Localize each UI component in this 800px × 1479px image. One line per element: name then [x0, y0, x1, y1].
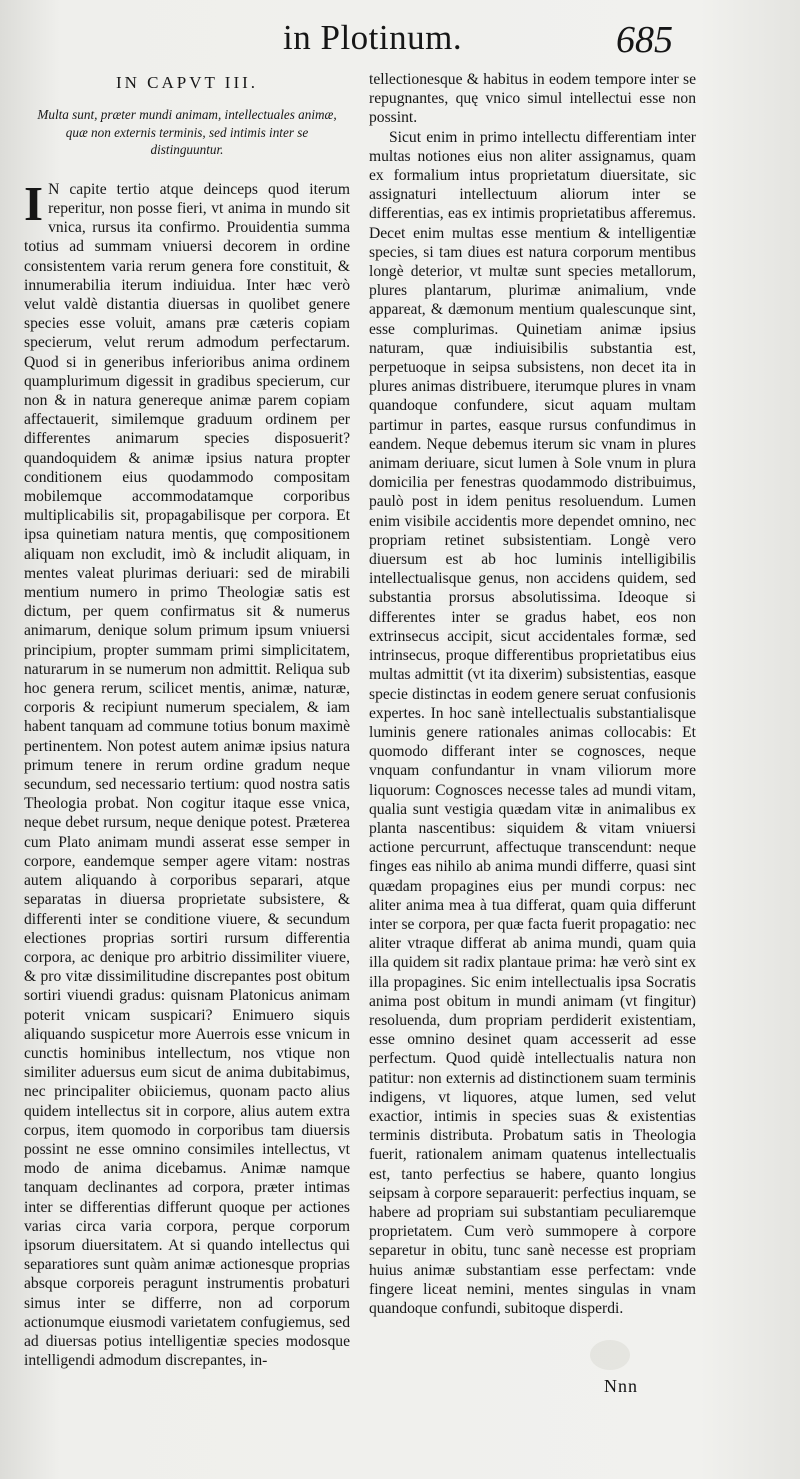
- page-number: 685: [616, 19, 673, 61]
- drop-cap: I: [24, 175, 44, 231]
- ink-stain: [590, 1340, 630, 1370]
- right-column: [369, 70, 696, 1318]
- continuation-text: tellectionesque & habitus in eodem tempore inter se repugnantes, quę vnico simul intellectui esse non possint.: [369, 71, 696, 127]
- running-title: in Plotinum.: [283, 18, 463, 57]
- chapter-summary: Multa sunt, præter mundi animam, intellectuales animæ, quæ non externis terminis, sed intimis inter se distinguuntur.: [37, 107, 337, 158]
- paragraph-text: Sicut enim in primo intellectu differentiam inter multas notiones eius non aliter assignamus, quam ex formalium intus proprietatum diuersitate, sic assignaturi intellectuum aliorum inter se differentias, eas ex intimis proprietatibus afferemus. Decet enim multas esse mentium & intelligentiæ species, si tam diues est natura corporum mentibus longè deterior, vt multæ sunt species metallorum, plures plantarum, plurimæ animalium, vnde appareat, & dæmonum mentium qualescunque sint, esse complurimas. Quinetiam animæ ipsius naturam, quæ indiuisibilis substantia est, perpetuoque in seipsa subsistens, non decet ita in plures animas distribuere, iterumque plures in vnam quandoque confundere, sicut aquam multam partimur in partes, easque rursus confundimus in eandem. Neque debemus iterum sic vnam in plures animam deriuare, sicut lumen à Sole vnum in plura domicilia per fenestras quodammodo distribuimus, paulò post in idem penitus resoluendum. Lumen enim visibile accidentis more dependet omnino, nec propriam retinet subsistentiam. Longè vero diuersum est ab hoc luminis intelligibilis intellectualisque genus, non accidens quidem, sed substantia prorsus absolutissima. Ideoque si differentes inter se gradus habet, eos non extrinsecus accipit, sicut accidentales formæ, sed intrinsecus, proque differentibus proprietatibus eius multas admittit (vt ita dixerim) subsistentias, easque specie distinctas in eodem genere seruat confusionis expertes. In hoc sanè intellectualis substantialisque luminis genere rationales animas collocabis: Et quomodo differant inter se cognosces, neque vnquam confundantur in vnam viliorum more liquorum: Cognosces necesse tales ad mundi vitam, qualia sunt vestigia quædam vitæ in animalibus ex planta nascentibus: siquidem & vitam vniuersi actione percurrunt, affectuque transcendunt: neque finges eas nihilo ab anima mundi differre, quasi sint quædam propagines eius per mundi corpus: nec aliter anima mea à tua differat, quam quia differunt inter se corpora, per quæ facta fuerit propagatio: nec aliter vtraque differat ab anima mundi, quam quia illa quidem sit radix plantaue prima: hæ verò sint ex illa propagines. Sic enim intellectualis ipsa Socratis anima post obitum in mundi animam (vt fingitur) resoluenda, dum propriam perdiderit existentiam, esse omnino desinet quam accesserit ad esse perfectum. Quod quidè intellectualis natura non patitur: non externis ad distinctionem suam terminis indigens, vt liquores, atque lumen, sed velut exactior, intimis in species suas & existentias terminis distributa. Probatum satis in Theologia fuerit, rationalem animam quatenus intellectualis est, tanto perfectius se habere, quanto longius seipsam à corpore separauerit: perfectius inquam, se habere ad propriam sui substantiam peculiaremque proprietatem. Cum verò summopere à corpore separetur in obitu, tunc sanè necesse est propriam huius animæ substantiam esse perfectam: vnde fingere liceat nemini, mentes singulas in vnam quandoque confundi, subitoque disperdi.: [369, 128, 696, 1317]
- catchword: Nnn: [604, 1376, 638, 1396]
- running-head: [0, 18, 800, 66]
- first-paragraph-text: N capite tertio atque deinceps quod iterum reperitur, non posse fieri, vt anima in mundo sit vnica, rursus ita confirmo. Prouidentia summa totius ad summam vniuersi decorem in ordine consistentem varia rerum genera fore constituit, & innumerabilia iterum indiuidua. Inter hæc verò velut valdè distantia diuersas in quolibet genere species esse voluit, amans præ cæteris copiam specierum, velut rerum admodum perfectarum. Quod si in generibus inferioribus anima ordinem quamplurimum digessit in gradibus specierum, cur non & in natura genereque animæ parem copiam affectauerit, similemque graduum ordinem per differentes animarum species disposuerit? quandoquidem & animæ ipsius natura propter conditionem eius quodammodo compositam mobilemque accommodatamque corporibus multiplicabilis sit, propagabilisque per corpora. Et ipsa quinetiam natura mentis, quę compositionem aliquam non excludit, imò & includit aliquam, in mentes valeat plurimas deriuari: sed de mirabili mentium numero in primo Theologiæ satis est dictum, per quem confirmatus sit & numerus animarum, denique solum primum ipsum vniuersi principium, propter summam primi simplicitatem, naturarum in se numerum non admittit. Reliqua sub hoc genera rerum, scilicet mentis, animæ, naturæ, corporis & recipiunt numerum specialem, & iam habent tanquam ad commune totius bonum maximè pertinentem. Non potest autem animæ ipsius natura primum tenere in rerum ordine gradum neque secundum, sed necessario tertium: quod nostra satis Theologia probat. Non cogitur itaque esse vnica, neque debet rursum, neque denique potest. Præterea cum Plato animam mundi asserat esse semper in corpore, eandemque semper agere vitam: nostras autem aliquando à corporibus separari, atque separatas in diuersa proprietate subsistere, & differenti inter se conditione viuere, & secundum electiones proprias sortiri rursum differentia corpora, ac denique pro arbitrio dissimiliter viuere, & pro vitæ dissimilitudine discrepantes post obitum sortiri viuendi gradus: quisnam Platonicus animam poterit vnicam suspicari? Enimuero siquis aliquando suspicetur more Auerrois esse vnicum in cunctis hominibus intellectum, nos vtique non similiter aduersus eum sicut de anima dubitabimus, nec principaliter obiiciemus, quonam pacto alius quidem intellectus sit in corpore, alius autem extra corpus, item quomodo in corporibus tam diuersis possint ne esse omnino consimiles intellectus, vt modo de anima dicebamus. Animæ namque tanquam declinantes ad corpora, præter intimas inter se differentias differunt quoque per actiones varias circa varia corpora, perque corporum ipsorum diuersitatem. At si quando intellectus qui separatiores sunt quàm animæ actionesque proprias absque corporeis peragunt instrumentis probaturi simus inter se differre, non ad corporum actionumque eiusmodi varietatem confugiemus, sed ad diuersas potius intelligentiæ species modosque intelligendi admodum discrepantes, in-: [24, 180, 350, 1370]
- left-column: [24, 70, 350, 1370]
- first-paragraph: [24, 175, 350, 1371]
- chapter-heading: IN CAPVT III.: [115, 73, 259, 92]
